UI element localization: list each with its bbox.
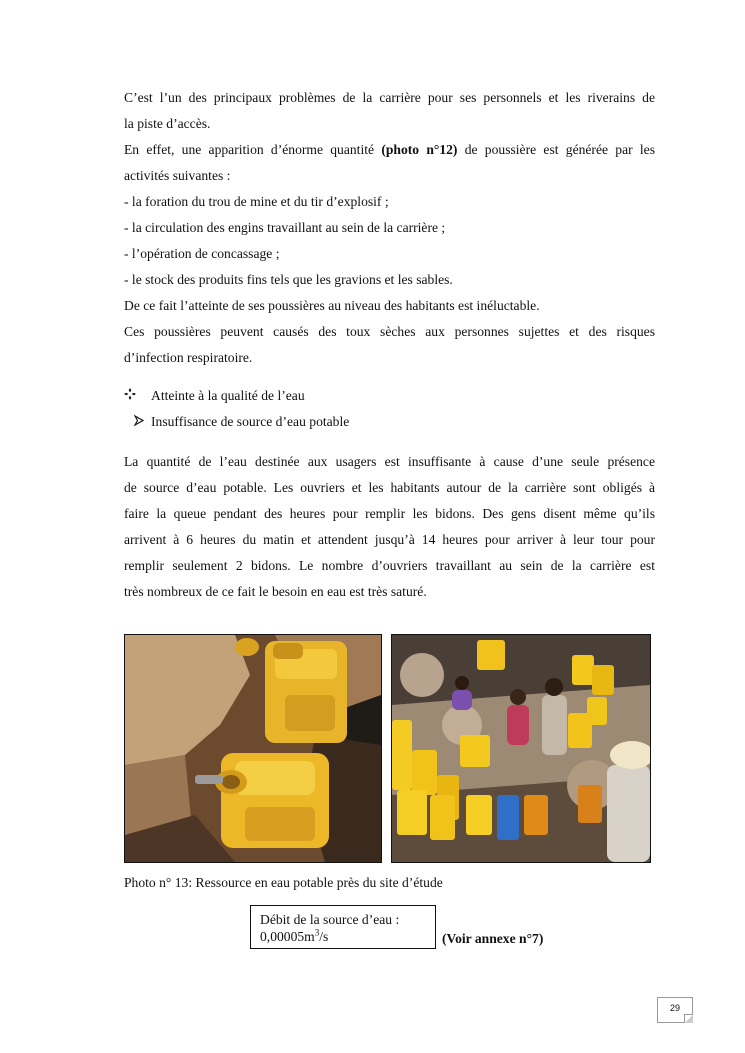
flow-rate-value: 0,00005m xyxy=(260,929,315,944)
arrowhead-bullet-icon xyxy=(134,409,151,435)
list-item: - la foration du trou de mine et du tir d’explosif ; xyxy=(124,194,389,209)
effect-text-pre: En effet, une apparition d’énorme quantité xyxy=(124,142,382,157)
page-number-box xyxy=(657,997,693,1023)
heading-water-source xyxy=(134,409,349,435)
paragraph-line: C’est l’un des principaux problèmes de la carrière pour ses personnels et les riverains de xyxy=(124,90,655,105)
paragraph-line: faire la queue pendant des heures pour remplir les bidons. Des gens disent même qu’ils xyxy=(124,506,655,521)
photo-jerrycans-closeup xyxy=(124,634,382,863)
annex-reference: (Voir annexe n°7) xyxy=(442,931,544,946)
list-item: - l’opération de concassage ; xyxy=(124,246,280,261)
flow-rate-unit: /s xyxy=(319,929,329,944)
heading-water-quality xyxy=(124,383,305,409)
paragraph-line: La quantité de l’eau destinée aux usagers est insuffisante à cause d’une seule présence xyxy=(124,454,655,469)
flow-rate-exponent: 3 xyxy=(314,927,320,938)
paragraph-line: très nombreux de ce fait le besoin en eau est très saturé. xyxy=(124,584,427,599)
effect-text-post: de poussière est générée par les xyxy=(457,142,655,157)
paragraph-line: activités suivantes : xyxy=(124,168,231,183)
diamond-bullet-icon xyxy=(124,383,151,409)
paragraph-line: de source d’eau potable. Les ouvriers et les habitants autour de la carrière sont obligés à xyxy=(124,480,655,495)
list-item: - la circulation des engins travaillant au sein de la carrière ; xyxy=(124,220,446,235)
flow-rate-box xyxy=(250,905,436,949)
intro-section xyxy=(124,85,655,371)
paragraph-line: Ces poussières peuvent causés des toux sèches aux personnes sujettes et des risques xyxy=(124,324,655,339)
paragraph-line: d’infection respiratoire. xyxy=(124,350,253,365)
heading-text: Insuffisance de source d’eau potable xyxy=(151,414,350,429)
flow-rate-value-line xyxy=(260,928,426,945)
photo-caption: Photo n° 13: Ressource en eau potable près du site d’étude xyxy=(124,875,443,890)
heading-text: Atteinte à la qualité de l’eau xyxy=(151,388,305,403)
photo-reference: (photo n°12) xyxy=(381,142,458,157)
paragraph-line: arrivent à 6 heures du matin et attendent jusqu’à 14 heures pour arriver à leur tour pour xyxy=(124,532,655,547)
paragraph-line: remplir seulement 2 bidons. Le nombre d’ouvriers travaillant au sein de la carrière est xyxy=(124,558,655,573)
paragraph-line xyxy=(124,137,655,163)
paragraph-line: la piste d’accès. xyxy=(124,116,211,131)
page-fold-icon xyxy=(684,1014,693,1023)
flow-rate-label: Débit de la source d’eau : xyxy=(260,912,400,927)
photo-water-queue xyxy=(391,634,651,863)
paragraph-line: De ce fait l’atteinte de ses poussières au niveau des habitants est inéluctable. xyxy=(124,298,540,313)
water-paragraph xyxy=(124,449,655,605)
list-item: - le stock des produits fins tels que les gravions et les sables. xyxy=(124,272,453,287)
page-number: 29 xyxy=(669,1003,680,1013)
